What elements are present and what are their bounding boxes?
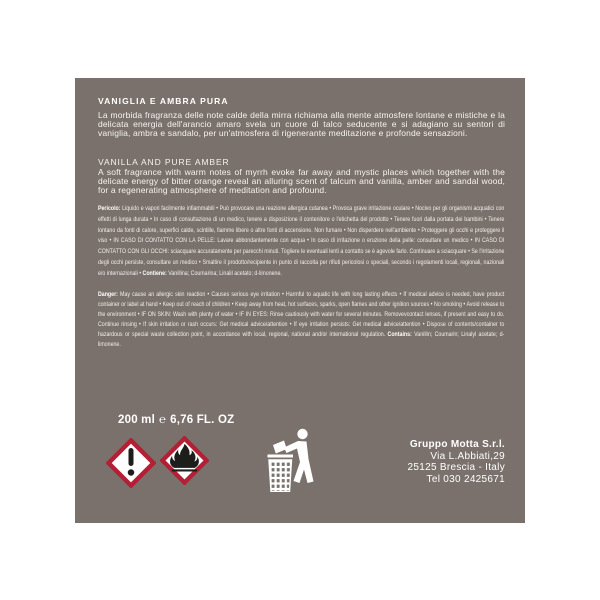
hazard-body-english: May cause an allergic skin reaction • Causes serious eye irritation • Harmful to aquatic life with long lasting effects • If medical advice is needed, have product container or label at hand • Keep out of reach of children • Keep away from heat, hot surfaces, sparks, open flames and other ignition sources • No smoking • Avoid release to the environment • IF ON SKIN: Wash with plenty of water • IF IN EYES: Rinse cautiously with water for several minutes. Removevcontact lenses, if present and easy to do. Continue rinsing • If skin irritation or rash occurs: Get medical advice/attention • If eye irritation persists: Get medical advice/attention • Dispose of contents/container to hazardous or special waste collection point, in accordance with local, regional, national and/or international regulation. [98, 291, 505, 339]
volume-floz: 6,76 FL. OZ [170, 414, 235, 426]
contains-label-english: Contains: [387, 331, 412, 339]
hazard-statement-english [98, 290, 504, 351]
hazard-body-italian: Liquido e vapori facilmente infiammabili • Può provocare una reazione allergica cutanea • Provoca grave irritazione oculare • Nocivo per gli organismi acquatici con effetti di lunga durata • In caso di consultazione di un medico, tenere a disposizione il contenitore o l'etichetta del prodotto • Tenere fuori dalla portata dei bambini • Tenere lontano da fonti di calore, superfici calde, scintille, fiamme libere o altre fonti di accensione. Non fumare • Non disperdere nell'ambiente • Proteggere gli occhi e proteggere il viso • IN CASO DI CONTATTO CON LA PELLE: Lavare abbondantemente con acqua • In caso di irritazione o eruzione della pelle: consultare un medico • IN CASO DI CONTATTO CON GLI OCCHI: sciacquare accuratamente per parecchi minuti. Togliere le eventuali lenti a contatto se è agevole farlo. Continuare a sciacquare • Se l'irritazione degli occhi persiste, consultare un medico • Smaltire il prodotto/recipiente in punto di raccolta per rifiuti pericolosi o speciali, secondo i regolamenti locali, regionali, nazionali e/o internazionali • [98, 205, 505, 277]
company-city: 25125 Brescia - Italy [407, 462, 505, 474]
ghs02-flame-hazard-icon [160, 436, 209, 485]
net-volume [118, 414, 234, 426]
volume-ml: 200 ml [118, 414, 156, 426]
product-title-english: VANILLA AND PURE AMBER [98, 157, 230, 167]
company-street: Via L.Abbiati,29 [430, 450, 505, 462]
product-back-label [75, 78, 525, 523]
contains-body-italian: Vanillina; Coumarina; Linalil acetato; d-limonene. [166, 269, 282, 277]
company-phone: Tel 030 2425671 [426, 474, 505, 486]
estimated-sign-icon: ℮ [159, 414, 167, 426]
product-title-italian: VANIGLIA E AMBRA PURA [98, 96, 229, 106]
description-italian: La morbida fragranza delle note calde della mirra richiama alla mente atmosfere lontane e mistiche e la delicata energia dell'arancio amaro svela un cuore di talco seducente e si adagiano su sentori di vaniglia, ambra e sandalo, per un'atmosfera di rigenerante meditazione e profonde sensazioni. [98, 110, 505, 138]
company-address-block [408, 439, 505, 486]
contains-body-english: Vanillin; Coumarin; Linalyl acetate; d-limonene. [98, 331, 505, 349]
hazard-lead-italian: Pericolo: [98, 205, 121, 212]
hazard-lead-english: Danger: [98, 291, 118, 298]
company-name: Gruppo Motta S.r.l. [409, 439, 505, 450]
ghs07-exclamation-hazard-icon [106, 438, 156, 488]
tidyman-disposal-icon [267, 428, 320, 492]
hazard-statement-italian [98, 204, 504, 280]
description-english: A soft fragrance with warm notes of myrrh evoke far away and mystic places which together with the delicate energy of bitter orange reveal an alluring scent of talcum and vanilla, amber and sandal wood, for a regenerating atmosphere of meditation and profound. [98, 167, 505, 195]
contains-label-italian: Contiene: [142, 269, 167, 277]
